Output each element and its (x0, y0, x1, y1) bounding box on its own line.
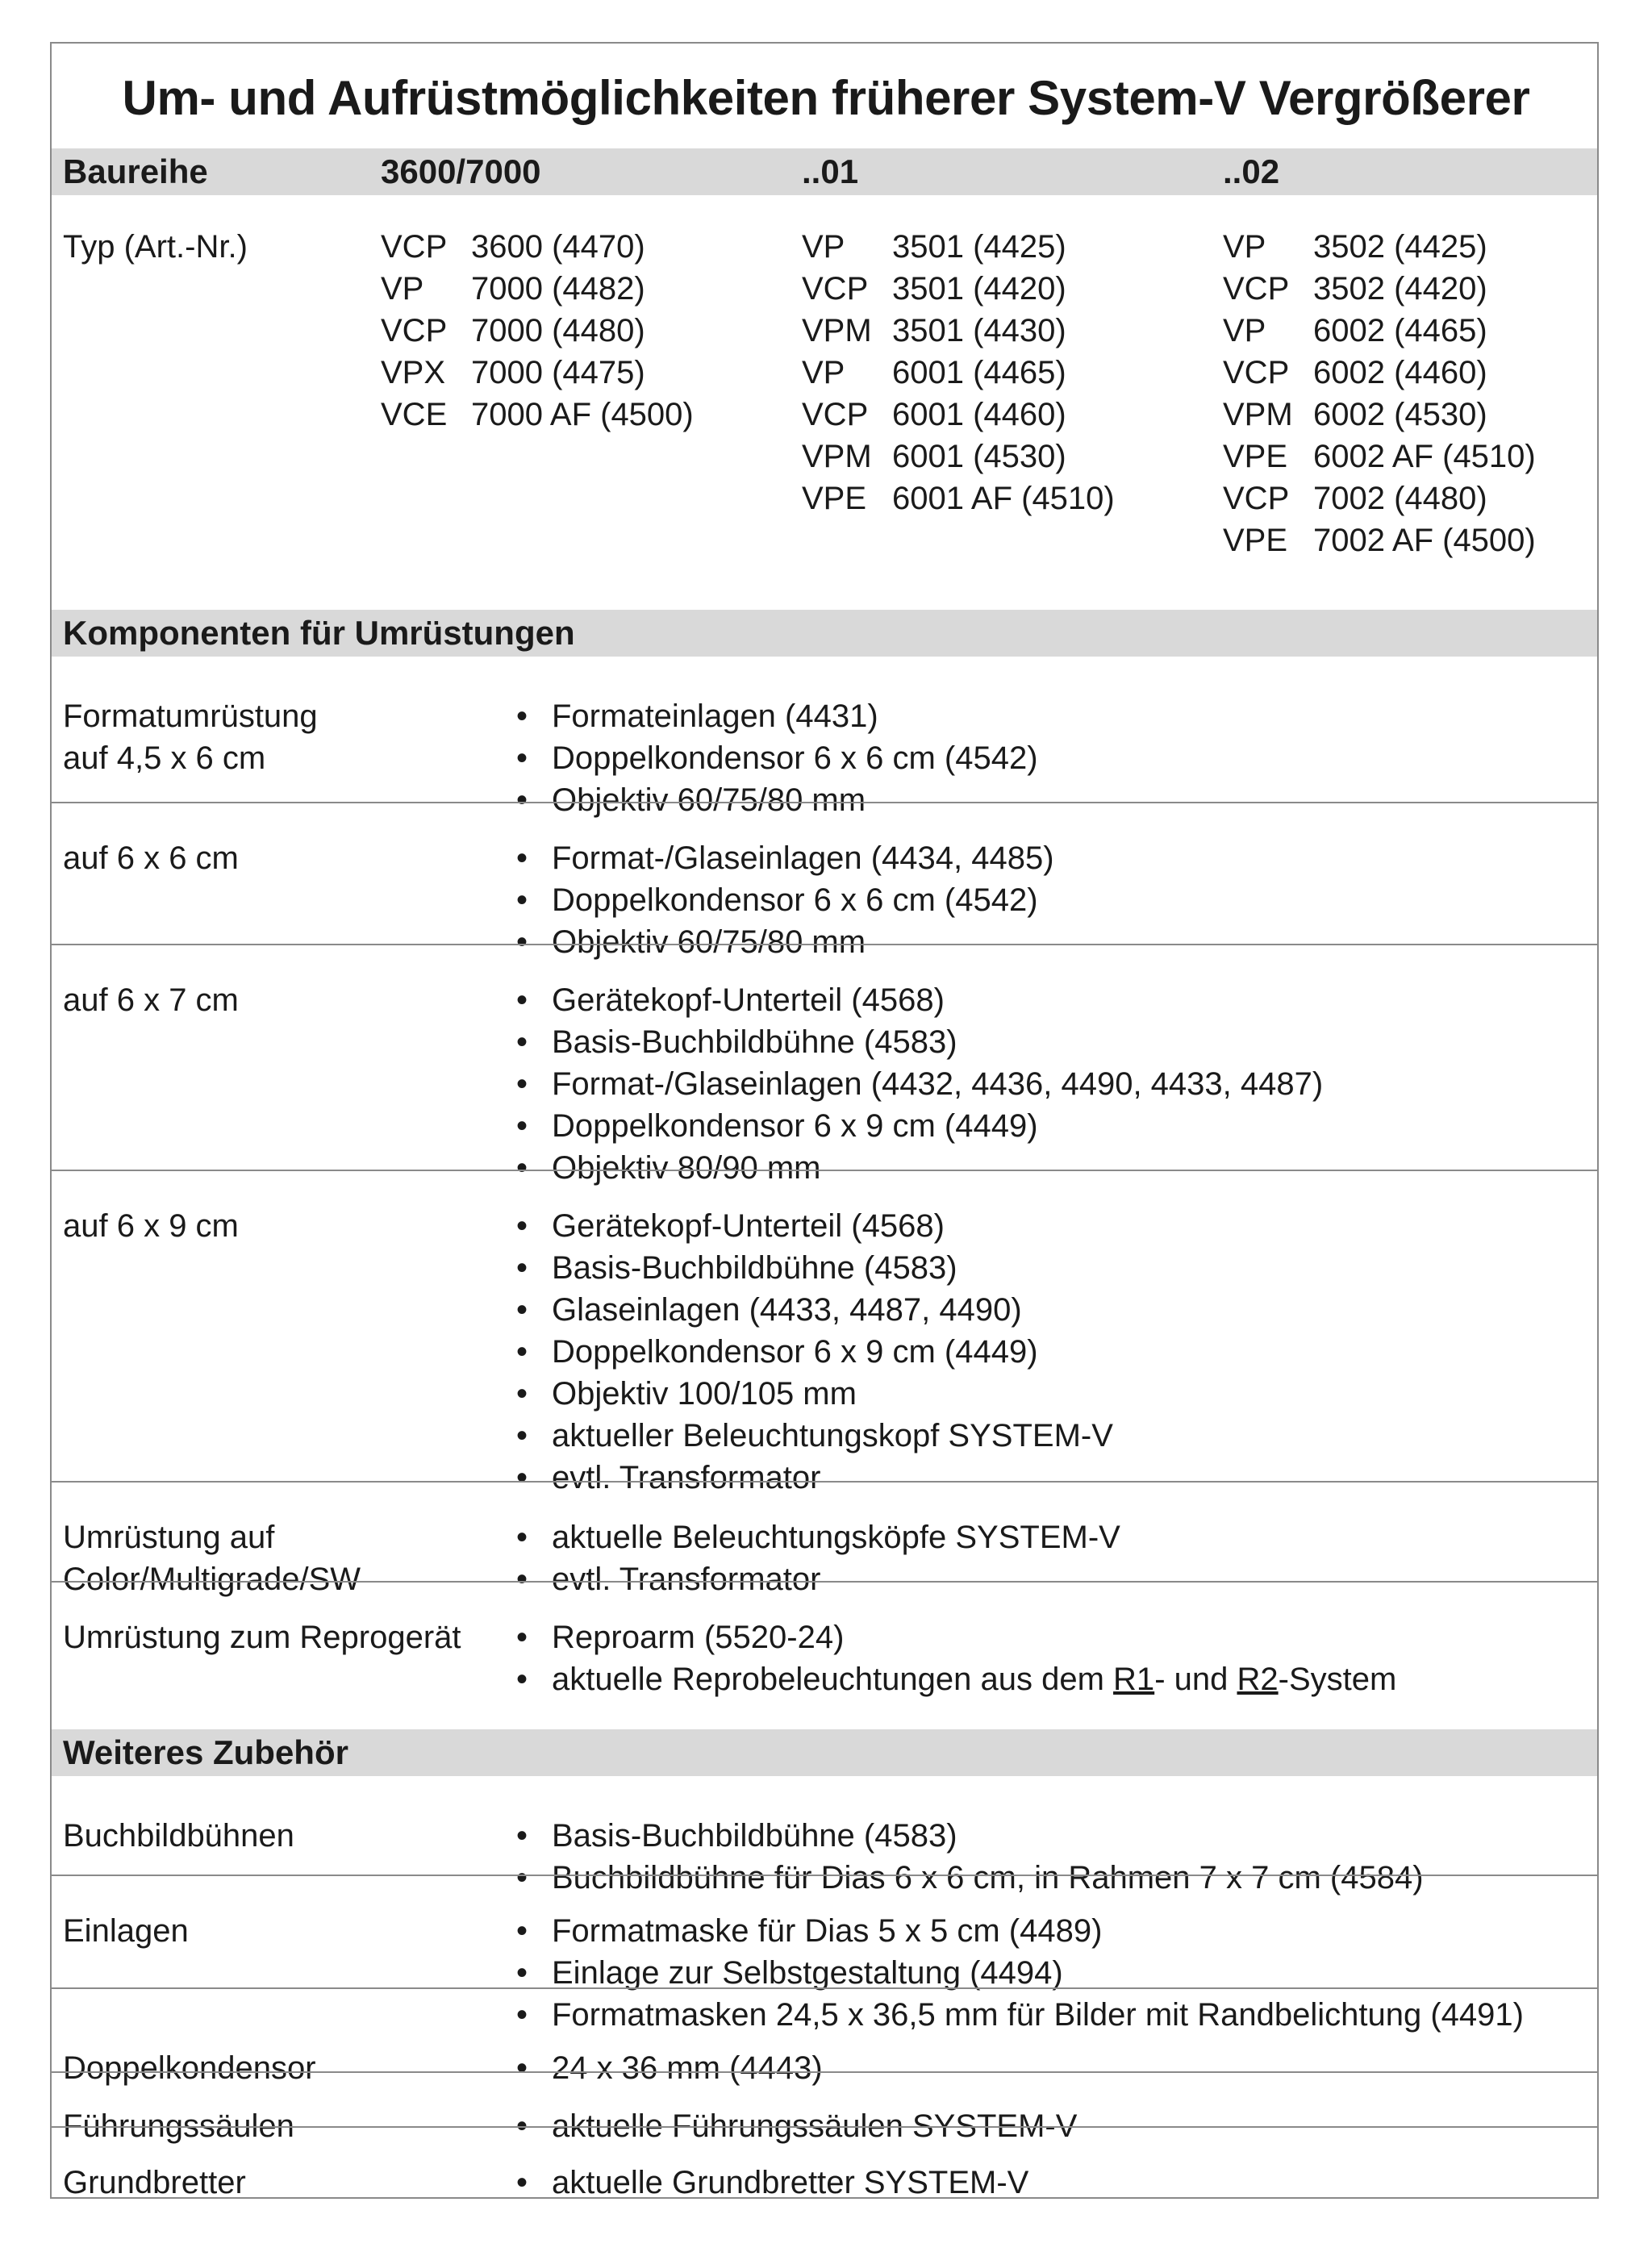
list-item (515, 1105, 1323, 1147)
typ-code: VP (1223, 313, 1266, 348)
row-divider (52, 944, 1597, 945)
list-item-text: Basis-Buchbildbühne (4583) (552, 1250, 957, 1286)
bullet-icon: • (516, 1818, 528, 1854)
row-label-line: Grundbretter (63, 2165, 246, 2200)
typ-label: Typ (Art.-Nr.) (63, 229, 248, 265)
bullet-icon: • (516, 2108, 528, 2144)
list-item (515, 1063, 1323, 1105)
bullet-icon: • (516, 1997, 528, 2033)
list-item (515, 1289, 1113, 1331)
list-item (515, 1415, 1113, 1457)
typ-code: VCP (802, 271, 869, 307)
row-label (63, 2162, 246, 2204)
typ-entry (802, 436, 1189, 478)
list-item-text: Formatmaske für Dias 5 x 5 cm (4489) (552, 1913, 1103, 1949)
list-item-text: aktuelle Beleuchtungsköpfe SYSTEM-V (552, 1520, 1120, 1555)
bullet-icon: • (516, 1208, 528, 1244)
list-item-text: aktueller Beleuchtungskopf SYSTEM-V (552, 1418, 1113, 1453)
typ-entry (802, 226, 1189, 268)
typ-article-number: 6002 AF (4510) (1313, 439, 1536, 474)
typ-entry (381, 394, 768, 436)
typ-code: VCP (381, 313, 448, 348)
baureihe-column-2: ..01 (802, 152, 859, 190)
typ-entry (1223, 310, 1578, 352)
typ-code: VP (1223, 229, 1266, 265)
typ-entry (802, 268, 1189, 310)
typ-code: VCE (381, 397, 448, 432)
list-item (515, 1516, 1120, 1558)
bullet-icon: • (516, 982, 528, 1018)
bullet-icon: • (516, 2165, 528, 2200)
document-frame (50, 42, 1599, 2199)
bullet-icon: • (516, 1913, 528, 1949)
typ-entry (381, 352, 768, 394)
list-item-text: aktuelle Führungssäulen SYSTEM-V (552, 2108, 1078, 2144)
typ-article-number: 7000 AF (4500) (471, 397, 694, 432)
list-item (515, 1147, 1323, 1189)
bullet-icon: • (516, 1376, 528, 1412)
komponenten-header-band (52, 610, 1597, 657)
baureihe-column-1: 3600/7000 (381, 152, 541, 190)
baureihe-label: Baureihe (63, 152, 208, 190)
row-label (63, 979, 239, 1021)
typ-entry (381, 310, 768, 352)
row-label-line: Einlagen (63, 1913, 189, 1949)
row-label-line: auf 6 x 7 cm (63, 982, 239, 1018)
row-divider (52, 2126, 1597, 2128)
typ-article-number: 3600 (4470) (471, 229, 645, 265)
list-item (515, 1658, 1396, 1700)
list-item-text: aktuelle Grundbretter SYSTEM-V (552, 2165, 1029, 2200)
page-title: Um- und Aufrüstmöglichkeiten früherer System-V Vergrößerer (122, 71, 1530, 125)
bullet-list (515, 1616, 1396, 1700)
list-item-text: Einlage zur Selbstgestaltung (4494) (552, 1955, 1063, 1991)
typ-entry (802, 352, 1189, 394)
list-item (515, 1616, 1396, 1658)
bullet-list (515, 1516, 1120, 1600)
typ-article-number: 6001 (4460) (892, 397, 1066, 432)
list-item-text: Glaseinlagen (4433, 4487, 4490) (552, 1292, 1022, 1328)
list-item-text: aktuelle Reprobeleuchtungen aus dem (552, 1662, 1114, 1697)
list-item (515, 1815, 1424, 1857)
list-item (515, 779, 1038, 821)
typ-code: VPM (802, 313, 872, 348)
list-item (515, 1457, 1113, 1499)
typ-code: VCP (381, 229, 448, 265)
bullet-list (515, 2162, 1028, 2204)
bullet-list (515, 1910, 1524, 2036)
list-item-text: Objektiv 100/105 mm (552, 1376, 857, 1412)
row-divider (52, 802, 1597, 803)
bullet-icon: • (516, 1066, 528, 1102)
row-divider (52, 1170, 1597, 1171)
list-item (515, 837, 1054, 879)
bullet-icon: • (516, 1955, 528, 1991)
typ-article-number: 3501 (4430) (892, 313, 1066, 348)
typ-code: VPE (1223, 439, 1288, 474)
list-item (515, 979, 1323, 1021)
typ-article-number: 3502 (4425) (1313, 229, 1487, 265)
typ-article-number: 7002 (4480) (1313, 481, 1487, 516)
typ-entry (1223, 394, 1578, 436)
list-item-text: Gerätekopf-Unterteil (4568) (552, 1208, 945, 1244)
list-item (515, 1373, 1113, 1415)
typ-article-number: 3501 (4425) (892, 229, 1066, 265)
typ-code: VCP (802, 397, 869, 432)
list-item (515, 1247, 1113, 1289)
list-item-text: Format-/Glaseinlagen (4432, 4436, 4490, 4433, 4487) (552, 1066, 1324, 1102)
bullet-icon: • (516, 740, 528, 776)
typ-entry (1223, 226, 1578, 268)
typ-code: VCP (1223, 271, 1290, 307)
row-label-line: auf 6 x 6 cm (63, 840, 239, 876)
row-label-line: auf 4,5 x 6 cm (63, 740, 266, 776)
typ-article-number: 7000 (4480) (471, 313, 645, 348)
list-item-text: Formatmasken 24,5 x 36,5 mm für Bilder mit Randbelichtung (4491) (552, 1997, 1524, 2033)
bullet-icon: • (516, 1460, 528, 1495)
zubehoer-heading: Weiteres Zubehör (63, 1733, 348, 1771)
list-item-text: Format-/Glaseinlagen (4434, 4485) (552, 840, 1054, 876)
list-item-text: -System (1278, 1662, 1397, 1697)
typ-article-number: 6002 (4465) (1313, 313, 1487, 348)
typ-entry (1223, 478, 1578, 519)
list-item-text: Gerätekopf-Unterteil (4568) (552, 982, 945, 1018)
typ-article-number: 6002 (4460) (1313, 355, 1487, 390)
row-label (63, 837, 239, 879)
typ-entry (802, 478, 1189, 519)
row-label-line: Umrüstung zum Reprogerät (63, 1620, 461, 1655)
r1-system-link[interactable]: R1 (1113, 1662, 1155, 1697)
typ-entry (802, 310, 1189, 352)
typ-article-number: 6001 AF (4510) (892, 481, 1115, 516)
typ-code: VPM (1223, 397, 1293, 432)
list-item (515, 737, 1038, 779)
list-item (515, 1558, 1120, 1600)
list-item (515, 1021, 1323, 1063)
row-divider (52, 1581, 1597, 1583)
list-item-text: evtl. Transformator (552, 1562, 821, 1597)
typ-article-number: 7000 (4482) (471, 271, 645, 307)
typ-article-number: 3501 (4420) (892, 271, 1066, 307)
bullet-icon: • (516, 1620, 528, 1655)
list-item (515, 2047, 823, 2089)
typ-code: VP (802, 229, 845, 265)
typ-article-number: 7000 (4475) (471, 355, 645, 390)
bullet-icon: • (516, 1334, 528, 1370)
row-label (63, 1616, 461, 1658)
list-item-text: Doppelkondensor 6 x 9 cm (4449) (552, 1334, 1038, 1370)
typ-code: VCP (1223, 355, 1290, 390)
typ-article-number: 6001 (4465) (892, 355, 1066, 390)
bullet-icon: • (516, 782, 528, 818)
bullet-icon: • (516, 1250, 528, 1286)
baureihe-column-3: ..02 (1223, 152, 1280, 190)
list-item-text: Objektiv 60/75/80 mm (552, 782, 866, 818)
list-item (515, 879, 1054, 921)
typ-code: VP (381, 271, 424, 307)
komponenten-heading: Komponenten für Umrüstungen (63, 614, 575, 652)
list-item (515, 1205, 1113, 1247)
bullet-icon: • (516, 1024, 528, 1060)
list-item (515, 1994, 1524, 2036)
bullet-list (515, 2047, 823, 2089)
list-item-text: Doppelkondensor 6 x 9 cm (4449) (552, 1108, 1038, 1144)
bullet-icon: • (516, 1108, 528, 1144)
bullet-icon: • (516, 1292, 528, 1328)
list-item-text: Reproarm (5520-24) (552, 1620, 845, 1655)
list-item-text: Formateinlagen (4431) (552, 699, 878, 734)
row-label (63, 2047, 316, 2089)
list-item (515, 2162, 1028, 2204)
row-divider (52, 2071, 1597, 2073)
typ-entry (1223, 436, 1578, 478)
typ-article-number: 3502 (4420) (1313, 271, 1487, 307)
list-item (515, 921, 1054, 963)
row-divider (52, 1481, 1597, 1483)
typ-column-3600 (381, 226, 768, 436)
list-item-text: 24 x 36 mm (4443) (552, 2050, 823, 2086)
list-item (515, 1857, 1424, 1899)
typ-article-number: 7002 AF (4500) (1313, 523, 1536, 558)
bullet-icon: • (516, 1860, 528, 1895)
bullet-icon: • (516, 2050, 528, 2086)
list-item-text: Doppelkondensor 6 x 6 cm (4542) (552, 740, 1038, 776)
row-label-line: Color/Multigrade/SW (63, 1562, 361, 1597)
typ-column-01 (802, 226, 1189, 519)
row-label-line: Umrüstung auf (63, 1520, 275, 1555)
bullet-icon: • (516, 1662, 528, 1697)
list-item (515, 695, 1038, 737)
list-item-text: evtl. Transformator (552, 1460, 821, 1495)
typ-entry (1223, 268, 1578, 310)
row-label (63, 1815, 294, 1857)
list-item-text: Basis-Buchbildbühne (4583) (552, 1818, 957, 1854)
row-label (63, 1910, 189, 1952)
row-divider (52, 1987, 1597, 1989)
row-label-line: Formatumrüstung (63, 699, 318, 734)
bullet-list (515, 1815, 1424, 1899)
row-label-line: Führungssäulen (63, 2108, 294, 2144)
typ-code: VPE (802, 481, 867, 516)
row-label-line: Doppelkondensor (63, 2050, 316, 2086)
bullet-icon: • (516, 924, 528, 960)
list-item (515, 1331, 1113, 1373)
typ-entry (381, 226, 768, 268)
row-label (63, 1205, 239, 1247)
typ-entry (1223, 352, 1578, 394)
row-label-line: Buchbildbühnen (63, 1818, 294, 1854)
bullet-icon: • (516, 1562, 528, 1597)
list-item-text: Objektiv 60/75/80 mm (552, 924, 866, 960)
list-item-text: Doppelkondensor 6 x 6 cm (4542) (552, 882, 1038, 918)
typ-code: VP (802, 355, 845, 390)
baureihe-header-band (52, 148, 1597, 195)
zubehoer-header-band (52, 1729, 1597, 1776)
list-item-text: Buchbildbühne für Dias 6 x 6 cm, in Rahmen 7 x 7 cm (4584) (552, 1860, 1424, 1895)
list-item (515, 1910, 1524, 1952)
typ-entry (1223, 519, 1578, 561)
bullet-icon: • (516, 699, 528, 734)
bullet-list (515, 1205, 1113, 1499)
typ-column-02 (1223, 226, 1578, 561)
bullet-icon: • (516, 1150, 528, 1186)
typ-code: VPX (381, 355, 446, 390)
typ-article-number: 6002 (4530) (1313, 397, 1487, 432)
typ-code: VPE (1223, 523, 1288, 558)
row-label (63, 695, 318, 779)
list-item-text: Basis-Buchbildbühne (4583) (552, 1024, 957, 1060)
typ-code: VPM (802, 439, 872, 474)
typ-entry (381, 268, 768, 310)
typ-entry (802, 394, 1189, 436)
typ-article-number: 6001 (4530) (892, 439, 1066, 474)
bullet-icon: • (516, 840, 528, 876)
bullet-list (515, 979, 1323, 1189)
row-label-line: auf 6 x 9 cm (63, 1208, 239, 1244)
list-item-text: Objektiv 80/90 mm (552, 1150, 821, 1186)
bullet-icon: • (516, 1418, 528, 1453)
row-label (63, 1516, 361, 1600)
bullet-icon: • (516, 1520, 528, 1555)
row-divider (52, 1875, 1597, 1876)
typ-code: VCP (1223, 481, 1290, 516)
list-item-text: - und (1154, 1662, 1237, 1697)
bullet-icon: • (516, 882, 528, 918)
r2-system-link[interactable]: R2 (1237, 1662, 1279, 1697)
